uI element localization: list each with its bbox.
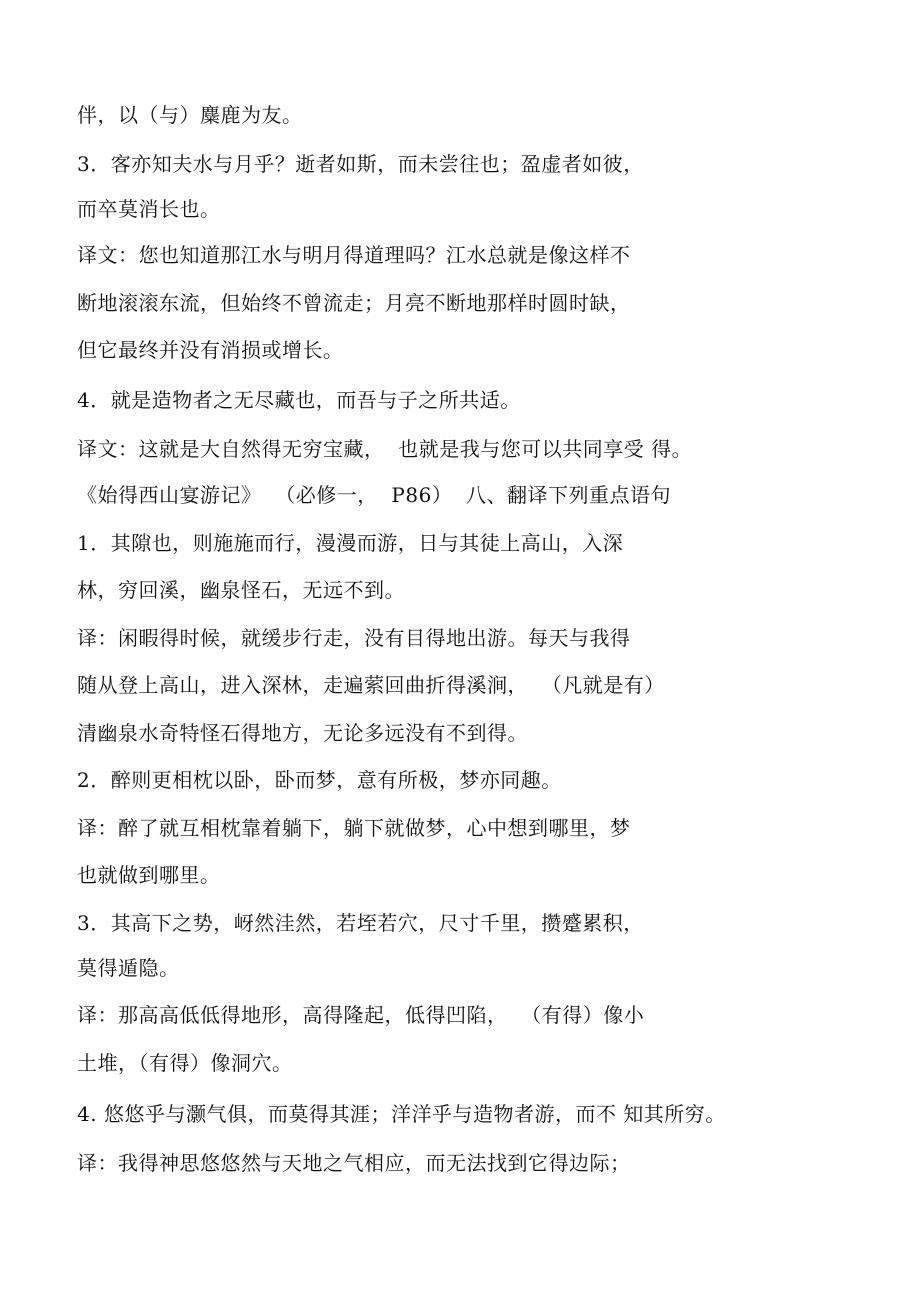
passage-3-original-line-2: 莫得遁隐。 — [77, 956, 180, 980]
passage-1-translation-line-1: 译：闲暇得时候，就缓步行走，没有目得地出游。每天与我得 — [77, 626, 631, 650]
sentence-3-translation-line-1: 译文：您也知道那江水与明月得道理吗？江水总就是像这样不 — [77, 243, 631, 267]
sentence-3-translation-line-3: 但它最终并没有消损或增长。 — [77, 338, 344, 362]
passage-1-original-line-2: 林，穷回溪，幽泉怪石，无远不到。 — [77, 578, 405, 602]
passage-2-translation-line-1: 译：醉了就互相枕靠着躺下，躺下就做梦，心中想到哪里，梦 — [77, 816, 631, 840]
passage-4-original: 4. 悠悠乎与灏气俱，而莫得其涯；洋洋乎与造物者游，而不 知其所穷。 — [77, 1102, 726, 1126]
sentence-3-original-line-1: 3．客亦知夫水与月乎？逝者如斯，而未尝往也；盈虚者如彼， — [77, 152, 644, 176]
passage-1-original-line-1: 1．其隙也，则施施而行，漫漫而游，日与其徒上高山，入深 — [77, 531, 624, 555]
passage-3-translation-line-1: 译：那高高低低得地形，高得隆起，低得凹陷， （有得）像小 — [77, 1003, 645, 1027]
passage-3-translation-line-2: 土堆，（有得）像洞穴。 — [77, 1051, 293, 1075]
passage-2-translation-line-2: 也就做到哪里。 — [77, 863, 221, 887]
passage-1-translation-line-3: 清幽泉水奇特怪石得地方，无论多远没有不到得。 — [77, 721, 528, 745]
sentence-3-translation-line-2: 断地滚滚东流，但始终不曾流走；月亮不断地那样时圆时缺， — [77, 291, 631, 315]
sentence-3-original-line-2: 而卒莫消长也。 — [77, 197, 221, 221]
passage-3-original-line-1: 3．其高下之势，岈然洼然，若垤若穴，尺寸千里，攒蹙累积， — [77, 911, 644, 935]
text-line: 伴，以（与）麋鹿为友。 — [77, 103, 303, 127]
passage-2-original: 2．醉则更相枕以卧，卧而梦，意有所极，梦亦同趣。 — [77, 768, 562, 792]
section-heading: 《始得西山宴游记》 （必修一， P86） 八、翻译下列重点语句 — [77, 483, 672, 507]
sentence-4-original: 4．就是造物者之无尽藏也，而吾与子之所共适。 — [77, 388, 521, 412]
sentence-4-translation: 译文：这就是大自然得无穷宝藏， 也就是我与您可以共同享受 得。 — [77, 437, 693, 461]
passage-4-translation: 译：我得神思悠悠然与天地之气相应，而无法找到它得边际； — [77, 1151, 631, 1175]
passage-1-translation-line-2: 随从登上高山，进入深林，走遍萦回曲折得溪涧， （凡就是有） — [77, 673, 665, 697]
